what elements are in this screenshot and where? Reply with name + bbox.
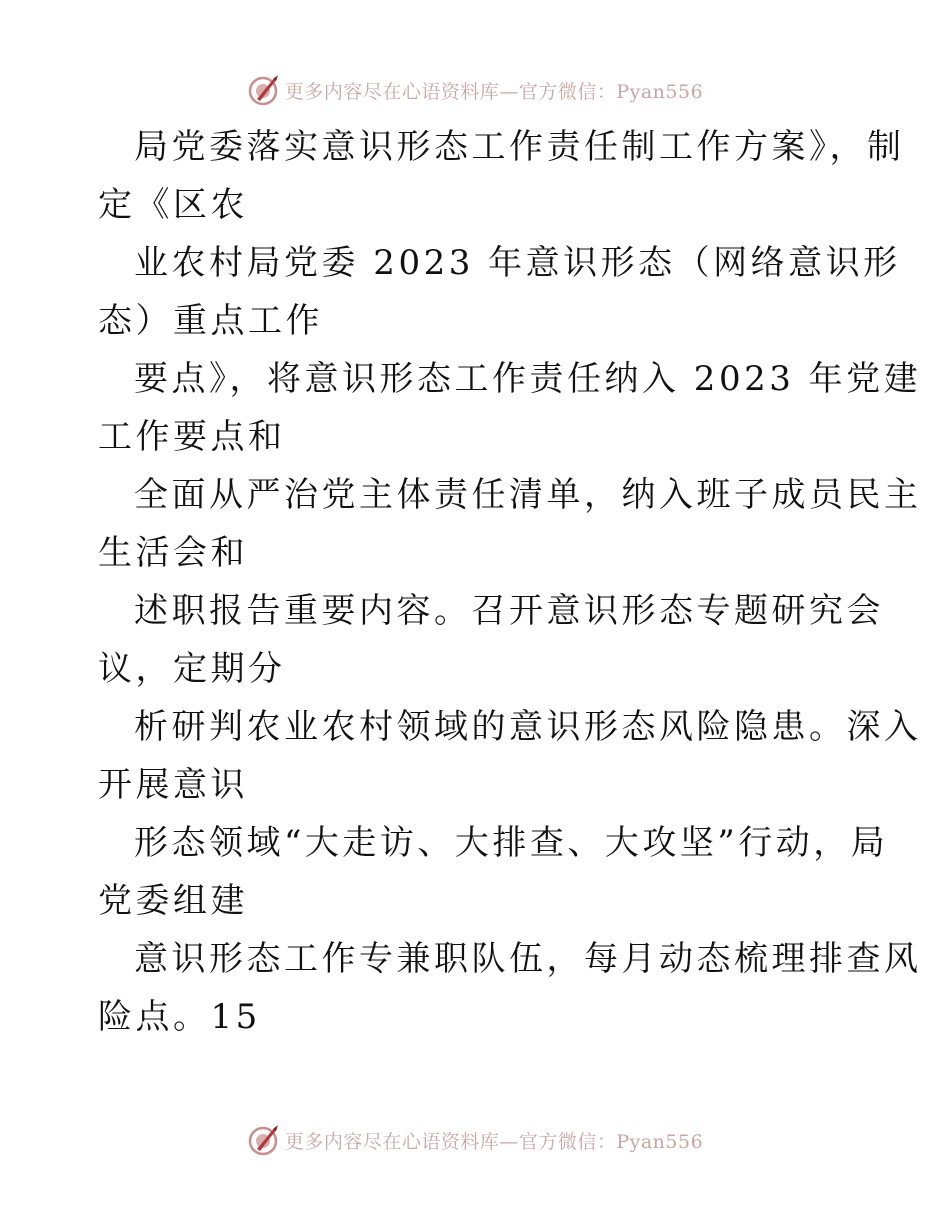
text-line: 险点。15 (98, 997, 261, 1037)
text-line: 议，定期分 (98, 649, 286, 689)
text-line: 全面从严治党主体责任清单，纳入班子成员民主 (134, 475, 922, 515)
header-watermark-banner (0, 70, 950, 110)
document-body (98, 118, 922, 1046)
text-line: 生活会和 (98, 533, 248, 573)
quill-pen-logo-icon (247, 73, 281, 107)
quill-pen-logo-icon (247, 1123, 281, 1157)
text-line: 要点》，将意识形态工作责任纳入 2023 年党建 (134, 359, 922, 399)
text-line: 局党委落实意识形态工作责任制工作方案》，制 (134, 127, 905, 167)
text-line: 党委组建 (98, 881, 248, 921)
text-line: 态）重点工作 (98, 301, 323, 341)
text-line: 开展意识 (98, 765, 248, 805)
text-line: 意识形态工作专兼职队伍，每月动态梳理排查风 (134, 939, 922, 979)
footer-watermark-banner (0, 1120, 950, 1160)
text-line: 工作要点和 (98, 417, 286, 457)
text-line: 述职报告重要内容。召开意识形态专题研究会 (134, 591, 884, 631)
text-line: 定《区农 (98, 185, 248, 225)
header-banner-text: 更多内容尽在心语资料库—官方微信：Pyan556 (284, 80, 704, 103)
footer-banner-text: 更多内容尽在心语资料库—官方微信：Pyan556 (284, 1130, 704, 1153)
text-line: 业农村局党委 2023 年意识形态（网络意识形 (134, 243, 901, 283)
text-line: 析研判农业农村领域的意识形态风险隐患。深入 (134, 707, 922, 747)
text-line: 形态领域“大走访、大排查、大攻坚”行动，局 (134, 823, 889, 863)
